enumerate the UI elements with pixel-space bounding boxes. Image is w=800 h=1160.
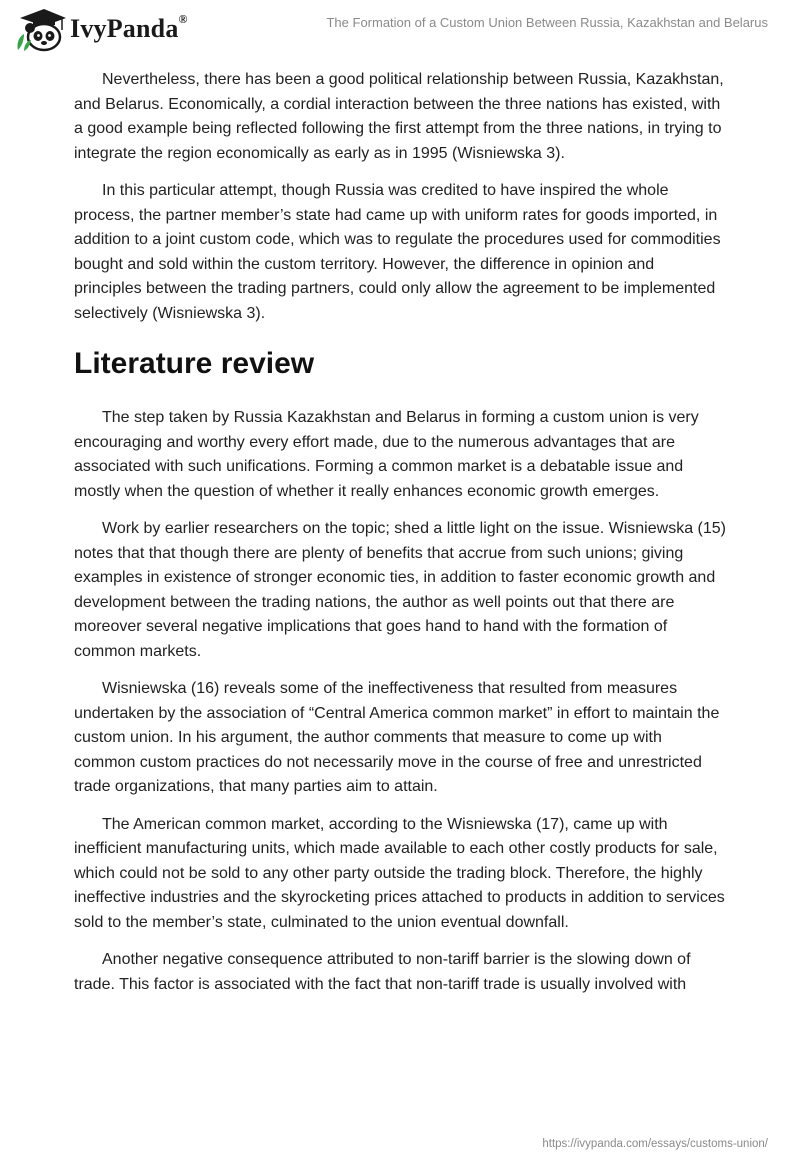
logo-text: IvyPanda (70, 14, 179, 43)
ivypanda-logo[interactable] (14, 6, 188, 52)
panda-graduation-cap-icon (14, 6, 66, 52)
logo-wordmark (70, 14, 188, 44)
section-heading: Literature review (74, 347, 315, 380)
source-url[interactable]: https://ivypanda.com/essays/customs-union/ (542, 1138, 768, 1150)
paragraph: Wisniewska (16) reveals some of the ineffectiveness that resulted from measures undertaken by the association of “Central America common market” in effort to maintain the custom union. In his argument, the author comments that measure to come up with common custom practices do not necessarily move in the course of free and unrestricted trade organizations, that many parties aim to attain. (74, 680, 720, 795)
paragraph: The American common market, according to the Wisniewska (17), came up with inefficient manufacturing units, which made available to each other costly products for sale, which could not be sold to any other party outside the trading block. Therefore, the highly ineffective industries and the skyrocketing prices attached to products in addition to services sold to the member’s state, culminated to the union eventual downfall. (74, 815, 725, 931)
paragraph: Work by earlier researchers on the topic; shed a little light on the issue. Wisniewska (15) notes that that though there are plenty of benefits that accrue from such unions; giving examples in existence of stronger economic ties, in addition to faster economic growth and development between the trading nations, the author as well points out that there are moreover several negative implications that goes hand to hand with the formation of common markets. (74, 520, 726, 660)
paragraph: The step taken by Russia Kazakhstan and Belarus in forming a custom union is very encouraging and worthy every effort made, due to the numerous advantages that are associated with such unifications. Forming a common market is a debatable issue and mostly when the question of whether it really enhances economic growth emerges. (74, 409, 699, 500)
registered-mark: ® (178, 12, 188, 26)
paragraph: Nevertheless, there has been a good political relationship between Russia, Kazakhstan, and Belarus. Economically, a cordial interaction between the three nations has existed, with a good example being reflected following the first attempt from the three nations, in trying to integrate the region economically as early as in 1995 (Wisniewska 3). (74, 71, 724, 162)
paragraph: Another negative consequence attributed to non-tariff barrier is the slowing down of trade. This factor is associated with the fact that non-tariff trade is usually involved with (74, 951, 691, 993)
paragraph: In this particular attempt, though Russia was credited to have inspired the whole process, the partner member’s state had came up with uniform rates for goods imported, in addition to a joint custom code, which was to regulate the procedures used for commodities bought and sold within the custom territory. However, the difference in opinion and principles between the trading partners, could only allow the agreement to be implemented selectively (Wisniewska 3). (74, 182, 721, 322)
document-title: The Formation of a Custom Union Between Russia, Kazakhstan and Belarus (326, 15, 768, 30)
page-header (0, 0, 800, 60)
essay-content (74, 68, 726, 1010)
